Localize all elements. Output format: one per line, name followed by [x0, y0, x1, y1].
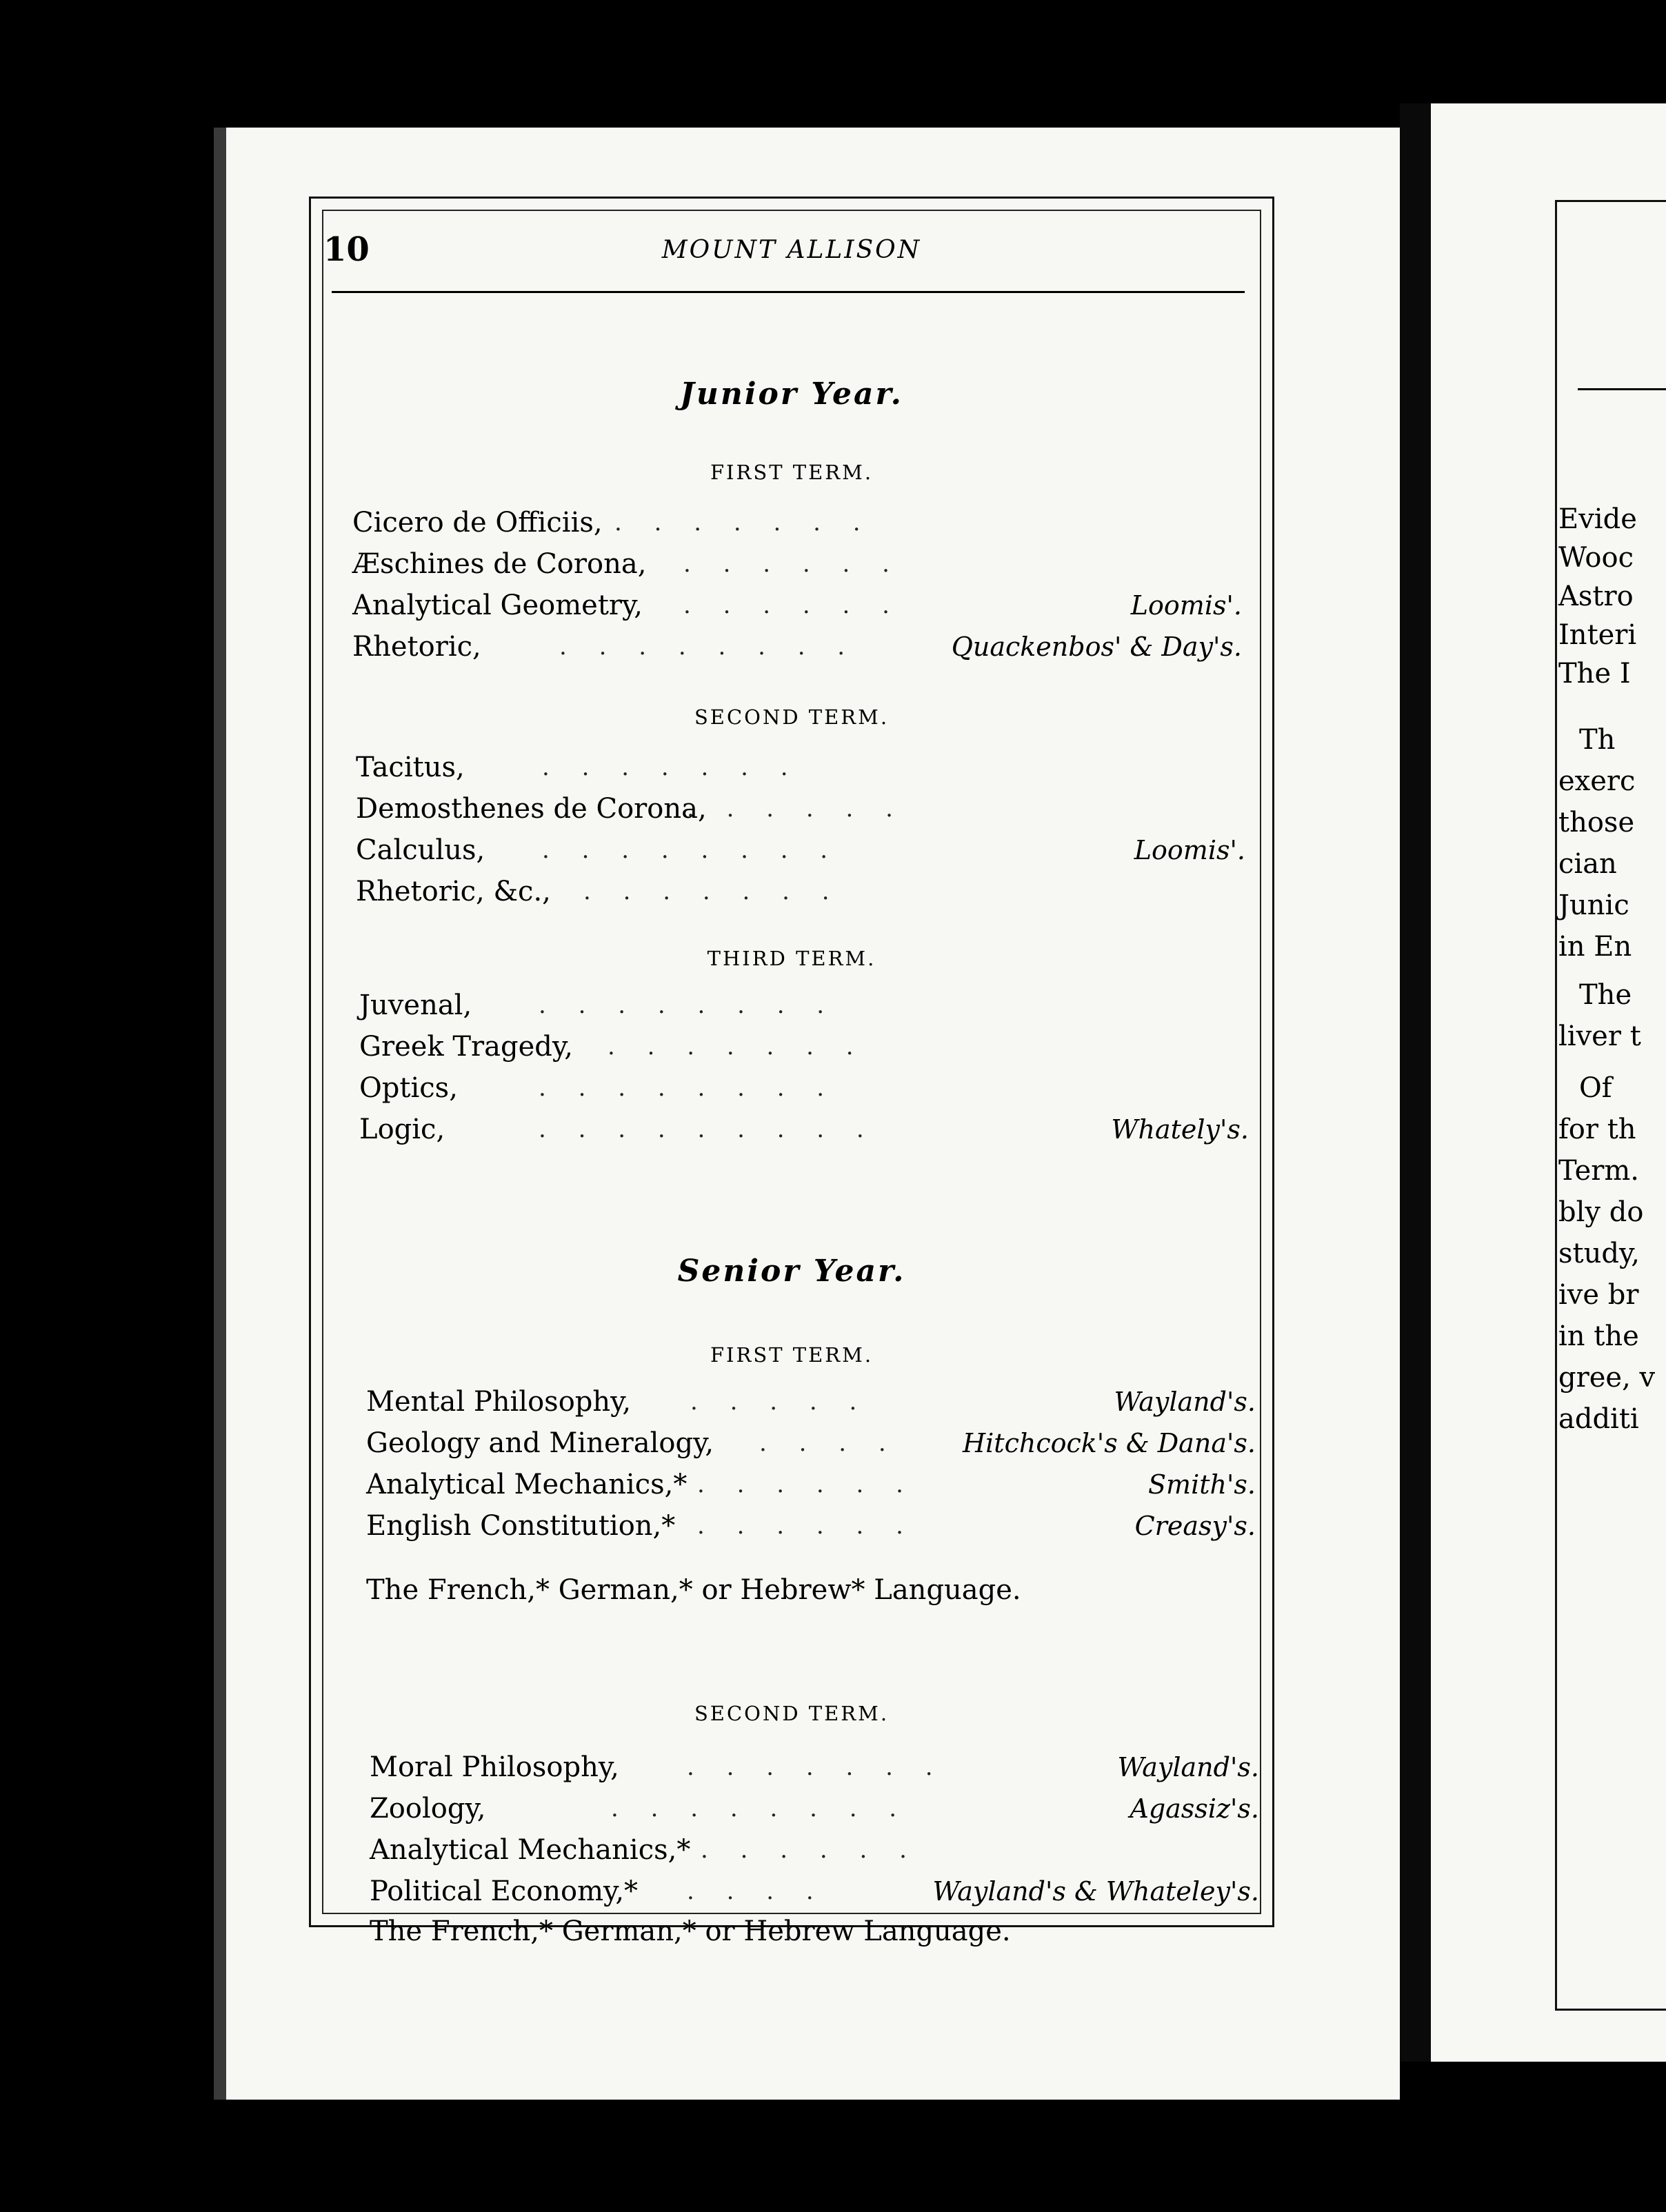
leader-dots: . . . . . .: [697, 1512, 916, 1540]
textbook: Creasy's.: [1134, 1511, 1256, 1541]
leader-dots: . . . . . . .: [687, 1753, 945, 1781]
course-name: Geology and Mineralogy,: [366, 1427, 714, 1459]
course-row: [352, 626, 1242, 667]
course-row: [352, 543, 1242, 585]
senior-year-heading: Senior Year.: [677, 1254, 906, 1289]
junior-first-term-list: [352, 502, 1242, 667]
fragment-line: study,: [1558, 1238, 1640, 1269]
leader-dots: . . . . . . . .: [611, 1795, 910, 1822]
fragment-line: ive br: [1558, 1279, 1639, 1311]
fragment-line: Evide: [1558, 503, 1637, 535]
leader-dots: . . . . . .: [683, 550, 902, 578]
fragment-line: exerc: [1558, 765, 1636, 797]
fragment-line: Of: [1579, 1072, 1612, 1104]
book-gutter: [1400, 103, 1431, 2062]
fragment-line: Interi: [1558, 619, 1637, 651]
page-header: [311, 226, 1272, 281]
course-row: [370, 1871, 1259, 1912]
leader-dots: . . . .: [759, 1429, 899, 1457]
fragment-line: in the: [1558, 1320, 1639, 1352]
fragment-line: Junic: [1558, 889, 1629, 921]
course-name: Analytical Mechanics,*: [370, 1834, 691, 1866]
leader-dots: . . . . . . . . .: [539, 1116, 876, 1143]
fragment-line: Term.: [1558, 1155, 1640, 1187]
course-name: Analytical Mechanics,*: [366, 1469, 688, 1500]
textbook: Whately's.: [1111, 1114, 1249, 1145]
leader-dots: . . . . . . . .: [539, 1074, 837, 1102]
textbook: Hitchcock's & Dana's.: [963, 1428, 1256, 1458]
language-option: The French,* German,* or Hebrew Language.: [370, 1916, 1011, 1947]
fragment-line: The I: [1558, 658, 1631, 690]
course-row: [356, 871, 1245, 912]
header-rule: [332, 291, 1245, 293]
fragment-line: for th: [1558, 1114, 1636, 1145]
leader-dots: . . . . . . . .: [559, 633, 858, 661]
course-name: Demosthenes de Corona,: [356, 793, 707, 825]
leader-dots: . . . . . . . .: [542, 836, 841, 864]
textbook: Smith's.: [1148, 1469, 1256, 1500]
course-name: Rhetoric,: [352, 631, 481, 663]
language-option: The French,* German,* or Hebrew* Language.: [366, 1574, 1021, 1606]
fragment-line: cian: [1558, 848, 1617, 880]
course-name: Æschines de Corona,: [352, 548, 647, 580]
senior-first-term-heading: FIRST TERM.: [710, 1343, 874, 1367]
running-title: MOUNT ALLISON: [661, 236, 922, 264]
fragment-line: bly do: [1558, 1196, 1644, 1228]
leader-dots: . . . . . .: [697, 1471, 916, 1498]
page-number: 10: [323, 230, 370, 269]
junior-third-term-list: [359, 985, 1249, 1150]
senior-second-term-list: [370, 1747, 1259, 1912]
textbook: Quackenbos' & Day's.: [951, 632, 1242, 662]
senior-second-term-heading: SECOND TERM.: [694, 1702, 890, 1725]
course-row: [356, 788, 1245, 830]
course-row: [366, 1381, 1256, 1422]
course-name: Juvenal,: [359, 989, 472, 1021]
junior-second-term-heading: SECOND TERM.: [694, 705, 890, 729]
course-row: [366, 1505, 1256, 1547]
course-name: Analytical Geometry,: [352, 590, 643, 621]
fragment-line: Wooc: [1558, 542, 1634, 574]
textbook: Wayland's & Whateley's.: [932, 1876, 1259, 1907]
leader-dots: . . . . . . .: [583, 878, 842, 905]
facing-page-border: [1555, 200, 1666, 2011]
course-name: Zoology,: [370, 1793, 486, 1824]
course-row: [359, 1026, 1249, 1067]
textbook: Wayland's.: [1117, 1752, 1259, 1782]
senior-first-term-list: [366, 1381, 1256, 1547]
facing-page: [1431, 103, 1666, 2062]
fragment-line: Astro: [1558, 581, 1634, 612]
fragment-line: gree, v: [1558, 1362, 1656, 1394]
course-row: [370, 1829, 1259, 1871]
course-row: [366, 1422, 1256, 1464]
course-name: Calculus,: [356, 834, 485, 866]
page-border: [309, 197, 1274, 1947]
course-row: [366, 1464, 1256, 1505]
course-name: Mental Philosophy,: [366, 1386, 632, 1418]
course-row: [370, 1747, 1259, 1788]
leader-dots: . . . . .: [690, 1388, 870, 1416]
textbook: Agassiz's.: [1130, 1793, 1259, 1824]
leader-dots: . . . .: [687, 1878, 826, 1905]
junior-year-heading: Junior Year.: [680, 376, 903, 412]
course-row: [352, 502, 1242, 543]
fragment-line: in En: [1558, 931, 1632, 963]
course-name: Logic,: [359, 1114, 445, 1145]
course-name: Moral Philosophy,: [370, 1751, 619, 1783]
junior-second-term-list: [356, 747, 1245, 912]
course-name: Optics,: [359, 1072, 458, 1104]
course-name: Rhetoric, &c.,: [356, 876, 551, 907]
textbook: Wayland's.: [1114, 1387, 1256, 1417]
fragment-line: those: [1558, 807, 1635, 838]
leader-dots: . . . . . .: [701, 1836, 919, 1864]
course-name: English Constitution,*: [366, 1510, 676, 1542]
facing-header-rule: [1578, 388, 1666, 390]
leader-dots: . . . . . . .: [542, 754, 801, 781]
junior-first-term-heading: FIRST TERM.: [710, 461, 874, 484]
course-row: [356, 747, 1245, 788]
left-page: [214, 128, 1400, 2100]
course-row: [359, 1109, 1249, 1150]
textbook: Loomis'.: [1130, 590, 1242, 621]
leader-dots: . . . . . . .: [608, 1033, 866, 1060]
course-row: [352, 585, 1242, 626]
course-name: Greek Tragedy,: [359, 1031, 573, 1063]
junior-third-term-heading: THIRD TERM.: [707, 947, 876, 970]
leader-dots: . . . . . . .: [614, 509, 873, 536]
course-name: Cicero de Officiis,: [352, 507, 603, 539]
leader-dots: . . . . . . . .: [539, 992, 837, 1019]
leader-dots: . . . . . .: [687, 795, 905, 823]
course-row: [370, 1788, 1259, 1829]
textbook: Loomis'.: [1134, 835, 1245, 865]
leader-dots: . . . . . .: [683, 592, 902, 619]
fragment-line: The: [1579, 979, 1632, 1011]
course-name: Political Economy,*: [370, 1876, 639, 1907]
course-row: [356, 830, 1245, 871]
fragment-line: Th: [1579, 724, 1616, 756]
fragment-line: liver t: [1558, 1020, 1641, 1052]
fragment-line: additi: [1558, 1403, 1639, 1435]
course-row: [359, 985, 1249, 1026]
course-name: Tacitus,: [356, 752, 465, 783]
course-row: [359, 1067, 1249, 1109]
